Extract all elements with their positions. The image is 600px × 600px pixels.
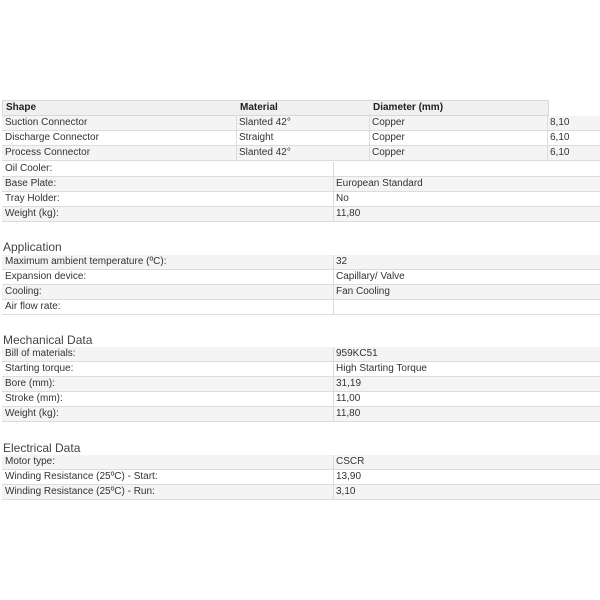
property-label: Expansion device: (5, 271, 87, 282)
connector-shape: Straight (239, 132, 274, 143)
property-value: 31,19 (336, 378, 362, 389)
application-row (2, 255, 600, 270)
general-row (2, 162, 600, 177)
connector-material: Copper (372, 147, 405, 158)
connector-row (2, 131, 600, 146)
connector-diameter: 6,10 (550, 132, 570, 143)
property-label: Winding Resistance (25ºC) - Start: (5, 471, 158, 482)
property-value: 11,00 (336, 393, 361, 404)
connector-shape: Slanted 42° (239, 147, 291, 158)
connector-diameter: 6,10 (550, 147, 570, 158)
property-value: 11,80 (336, 408, 361, 419)
property-label: Winding Resistance (25ºC) - Run: (5, 486, 155, 497)
property-label: Bore (mm): (5, 378, 55, 389)
electrical-row (2, 455, 600, 470)
general-row (2, 177, 600, 192)
connector-name: Process Connector (5, 147, 91, 158)
property-value: 3,10 (336, 486, 356, 497)
mechanical-row (2, 362, 600, 377)
property-value: European Standard (336, 178, 423, 189)
property-label: Stroke (mm): (5, 393, 63, 404)
connector-name: Discharge Connector (5, 132, 99, 143)
connectors-header (2, 100, 549, 116)
connector-diameter: 8,10 (550, 117, 570, 128)
property-value: 32 (336, 256, 348, 267)
application-row (2, 270, 600, 285)
header-diameter: Diameter (mm) (373, 102, 444, 113)
property-value: No (336, 193, 349, 204)
property-label: Base Plate: (5, 178, 57, 189)
connector-material: Copper (372, 132, 405, 143)
property-value: Capillary/ Valve (336, 271, 405, 282)
header-shape: Shape (6, 102, 37, 113)
mechanical-row (2, 377, 600, 392)
mechanical-row (2, 392, 600, 407)
property-label: Starting torque: (5, 363, 74, 374)
section-title-application: Application (3, 240, 62, 254)
connector-row (2, 116, 600, 131)
property-label: Weight (kg): (5, 408, 59, 419)
property-label: Tray Holder: (5, 193, 60, 204)
property-value: High Starting Torque (336, 363, 427, 374)
general-row (2, 207, 600, 222)
property-label: Oil Cooler: (5, 163, 53, 174)
property-value: CSCR (336, 456, 365, 467)
electrical-row (2, 470, 600, 485)
mechanical-row (2, 347, 600, 362)
mechanical-row (2, 407, 600, 422)
property-label: Weight (kg): (5, 208, 59, 219)
property-value: 11,80 (336, 208, 361, 219)
property-value: 13,90 (336, 471, 362, 482)
property-value: Fan Cooling (336, 286, 390, 297)
section-title-mechanical: Mechanical Data (3, 333, 93, 347)
section-title-electrical: Electrical Data (3, 441, 81, 455)
general-row (2, 192, 600, 207)
application-row (2, 300, 600, 315)
property-label: Cooling: (5, 286, 42, 297)
application-row (2, 285, 600, 300)
connector-material: Copper (372, 117, 405, 128)
property-label: Bill of materials: (5, 348, 76, 359)
header-material: Material (240, 102, 278, 113)
connector-shape: Slanted 42° (239, 117, 291, 128)
property-label: Maximum ambient temperature (ºC): (5, 256, 167, 267)
connector-name: Suction Connector (5, 117, 88, 128)
property-label: Air flow rate: (5, 301, 61, 312)
property-value: 959KC51 (336, 348, 378, 359)
connector-row (2, 146, 600, 161)
electrical-row (2, 485, 600, 500)
property-label: Motor type: (5, 456, 56, 467)
